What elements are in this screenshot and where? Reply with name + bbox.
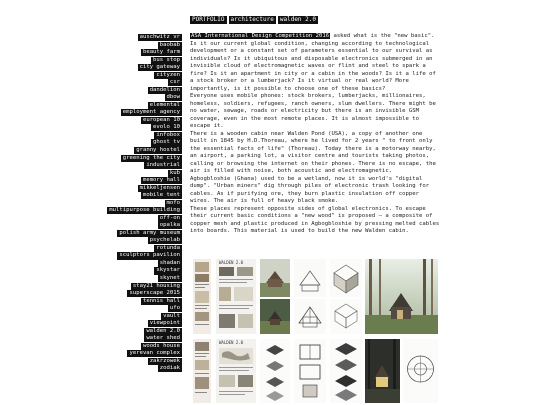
sidebar-item-csr[interactable]: csr bbox=[169, 79, 180, 86]
breadcrumb bbox=[190, 16, 320, 24]
paragraph-new-wood: These places represent opposite sides of global electronics. To escape their current basic conditions a "new wood" is proposed – a composite of copper mesh and plastic produced in Agbogbloshie by pressing melted cables into boards. This material is used to build the new Walden cabin. bbox=[190, 205, 440, 234]
sidebar-item-ghost-tv[interactable]: ghost tv bbox=[153, 139, 180, 146]
sidebar-item-kub[interactable]: kub bbox=[169, 169, 180, 176]
board-2-title: WALDEN 2.0 bbox=[219, 260, 244, 265]
paragraph-intro bbox=[190, 33, 442, 93]
sidebar-item-skynet[interactable]: skynet bbox=[159, 275, 180, 281]
sidebar-item-zakrzowek[interactable]: zakrzowek bbox=[149, 357, 180, 364]
sidebar-item-off-on[interactable]: off-on bbox=[159, 214, 180, 221]
sidebar-item-viewpoint[interactable]: viewpoint bbox=[149, 320, 180, 327]
material-samples[interactable] bbox=[330, 339, 362, 403]
presentation-board-3[interactable] bbox=[193, 339, 211, 403]
sidebar-item-employment-agency[interactable]: employment agency bbox=[122, 109, 180, 116]
cabin-photo-1[interactable] bbox=[260, 259, 290, 297]
sidebar-item-ufo[interactable]: ufo bbox=[169, 305, 180, 312]
paragraph-agbogbloshie: Agbogbloshie (Ghana) used to be a wetland, now it is world's "digital dump". "Urban miners" dig through piles of electronic trash looking for cables. As if purifying ore, they burn plastic insulation off copper wires. The air is full of heavy black smoke. bbox=[190, 175, 430, 204]
sidebar-item-multipurpose-building[interactable]: multipurpose building bbox=[109, 207, 180, 214]
presentation-board-2[interactable] bbox=[216, 259, 256, 334]
night-render[interactable] bbox=[365, 339, 400, 403]
sidebar-item-tennis-hall[interactable]: tennis hall bbox=[142, 297, 180, 304]
sidebar-item-greening-the-city[interactable]: greening the city bbox=[122, 154, 180, 161]
breadcrumb-item-1[interactable]: architecture bbox=[230, 16, 274, 23]
sidebar-item-water-shed[interactable]: water shed bbox=[146, 335, 180, 342]
sidebar-item-baobab[interactable]: baobab bbox=[159, 41, 180, 48]
board-4-title: WALDEN 2.0 bbox=[219, 340, 244, 345]
cabin-sketch-2[interactable] bbox=[294, 299, 326, 334]
floor-plans[interactable] bbox=[294, 339, 326, 403]
sidebar-item-psychelab[interactable]: psychelab bbox=[149, 237, 180, 244]
sidebar-item-evolo-10[interactable]: evolo 10 bbox=[153, 124, 180, 131]
project-description bbox=[190, 33, 442, 236]
breadcrumb-item-2[interactable]: walden 2.0 bbox=[279, 16, 316, 23]
sidebar-item-opalka[interactable]: opalka bbox=[159, 222, 180, 229]
site-diagram[interactable] bbox=[403, 339, 438, 403]
sidebar-item-beauty-farm[interactable]: beauty farm bbox=[142, 49, 180, 56]
sidebar-item-industrial[interactable]: industrial bbox=[146, 162, 180, 169]
sidebar-item-cityzen[interactable]: cityzen bbox=[156, 71, 180, 78]
paragraph-intro-text: asked what is the "new basic". Is it our current global condition, changing according to technological development or a constant set of parameters essential to our survival as individuals? Is it ubiquitous and disposable electronics submerged in an invisible cloud of electromagnetic waves or flint and steel to spark a fire? Is it an apartment in city or a cabin in the woods? Is it a life of a stock broker or a lumberjack? Is it virtual or real world? More importantly, is it possible to choose one of these basics? bbox=[190, 33, 436, 92]
sidebar-item-memory-hall[interactable]: memory hall bbox=[142, 177, 180, 184]
sidebar-item-sculptors-pavilion[interactable]: sculptors pavilion bbox=[119, 252, 180, 259]
breadcrumb-item-0[interactable]: PORTFOLIO bbox=[192, 16, 225, 23]
sidebar-item-infobox[interactable]: infobox bbox=[156, 131, 180, 138]
sidebar-item-dbow[interactable]: dbow bbox=[166, 94, 180, 101]
sidebar-item-mikkeljensen[interactable]: mikkeljensen bbox=[139, 184, 180, 191]
sidebar-item-rotunda[interactable]: rotunda bbox=[156, 244, 180, 251]
sidebar-item-vault[interactable]: vault bbox=[163, 312, 180, 319]
cabin-sketch-1[interactable] bbox=[294, 259, 326, 297]
forest-render[interactable] bbox=[365, 259, 438, 334]
sidebar-item-bus-stop[interactable]: bus stop bbox=[153, 56, 180, 63]
sidebar-item-city-gateway[interactable]: city gateway bbox=[139, 64, 180, 71]
project-gallery bbox=[190, 259, 440, 405]
sidebar-item-zodiak[interactable]: zodiak bbox=[159, 365, 180, 372]
sidebar-item-shadan[interactable]: shadan bbox=[159, 259, 180, 266]
sidebar-item-auschwitz-vr[interactable]: auschwitz vr bbox=[139, 34, 180, 40]
axonometric-diagram-1[interactable] bbox=[330, 259, 362, 297]
sidebar-item-elemental[interactable]: elemental bbox=[149, 101, 180, 108]
sidebar-item-woods-house[interactable]: woods house bbox=[142, 342, 180, 349]
sidebar-item-european-10[interactable]: european 10 bbox=[142, 116, 180, 123]
sidebar-item-mofo[interactable]: mofo bbox=[166, 199, 180, 206]
sidebar-item-stay21-housing[interactable]: stay21 housing bbox=[132, 282, 180, 289]
paragraph-phones: Everyone uses mobile phones: stock brokers, lumberjacks, millionaires, homeless, soldiers, refugees, ranch owners, slum dwellers. There might be no water, sewage, roads or electricity but there is an invisible GSM coverage, even in the most remote places. It is almost impossible to escape it. bbox=[190, 93, 436, 129]
cabin-photo-2[interactable] bbox=[260, 299, 290, 334]
sidebar-item-yerevan-complex[interactable]: yerevan complex bbox=[129, 350, 180, 357]
sidebar-item-polish-army-museum[interactable]: polish army museum bbox=[119, 229, 180, 236]
competition-title: ASA International Design Competition 2016 bbox=[191, 33, 330, 39]
exploded-axonometry[interactable] bbox=[260, 339, 290, 403]
sidebar-item-walden-2-0[interactable]: walden 2.0 bbox=[146, 327, 180, 334]
presentation-board-1[interactable] bbox=[193, 259, 211, 334]
sidebar-item-skystar[interactable]: skystar bbox=[156, 267, 180, 274]
sidebar-item-mobile-tent[interactable]: mobile tent bbox=[142, 192, 180, 199]
sidebar-item-granny-hostel[interactable]: granny hostel bbox=[136, 146, 180, 153]
presentation-board-4[interactable] bbox=[216, 339, 256, 403]
sidebar-item-superscape-2015[interactable]: superscape 2015 bbox=[129, 290, 180, 297]
sidebar-item-dandelion[interactable]: dandelion bbox=[149, 86, 180, 93]
axonometric-diagram-2[interactable] bbox=[330, 299, 362, 334]
project-sidebar bbox=[100, 34, 182, 373]
paragraph-walden: There is a wooden cabin near Walden Pond (USA), a copy of another one built in 1845 by H.D.Thoreau, where he lived for 2 years " to front only the essential facts of life" (Thoreau). Today there is a motorway nearby, an airport, a parking lot, a visitor centre and tourists taking photos, calling or browsing the internet on their phones. There is no escape, the air is filled with noise, both acoustic and electromagnetic. bbox=[190, 130, 436, 174]
